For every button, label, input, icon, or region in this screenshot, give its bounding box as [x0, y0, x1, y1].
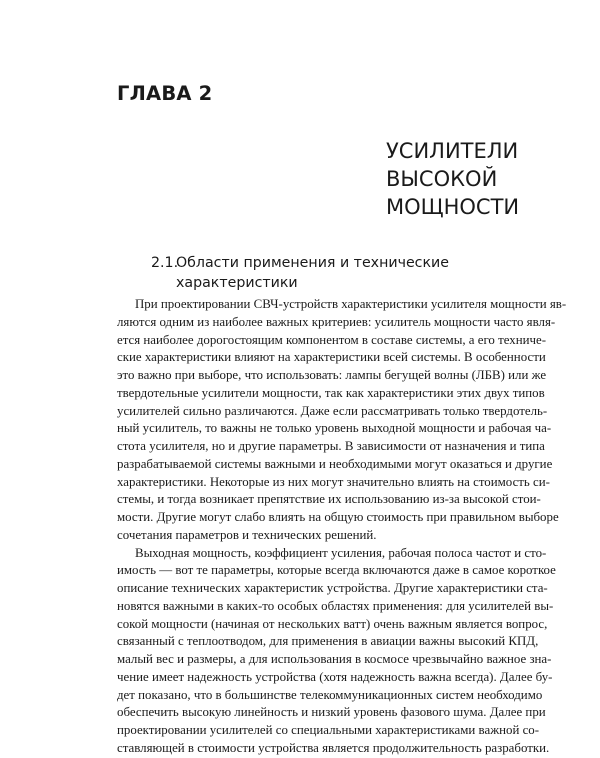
text-line: стота усилителя, но и другие параметры. В зависимости от назначения и типа: [117, 439, 545, 453]
text-line: имость — вот те параметры, которые всегда включаются даже в самое короткое: [117, 563, 556, 578]
text-line: ставляющей в стоимости устройства является продолжительность разработки.: [117, 740, 550, 755]
chapter-title: [386, 137, 519, 221]
text-line: обеспечить высокую линейность и низкий уровень фазового шума. Далее при: [117, 705, 546, 720]
text-line: ляются одним из наиболее важных критериев: усилитель мощности часто явля-: [117, 314, 556, 329]
text-line: ется наиболее дорогостоящим компонентом в составе системы, а его техниче-: [117, 332, 547, 347]
text-line: стемы, и тогда возникает препятствие их использованию из-за высокой стои-: [117, 492, 541, 507]
text-line: мости. Другие могут слабо влиять на общую стоимость при правильном выборе: [117, 510, 559, 524]
body-text: [117, 296, 567, 758]
text-line: дет показано, что в большинстве телекоммуникационных систем необходимо: [117, 687, 543, 702]
text-line: сочетания параметров и технических решений.: [117, 527, 377, 542]
section-title-line: Области применения и технические: [176, 255, 449, 271]
chapter-title-line: УСИЛИТЕЛИ: [386, 139, 519, 163]
section-number: 2.1.: [151, 255, 179, 271]
text-line: Выходная мощность, коэффициент усиления, рабочая полоса частот и сто-: [135, 545, 547, 560]
paragraph-1: [117, 296, 567, 545]
text-line: усилителей сильно различаются. Даже если рассматривать только твердотель-: [117, 403, 548, 418]
text-line: При проектировании СВЧ-устройств характеристики усилителя мощности яв-: [135, 297, 567, 311]
text-line: характеристики. Некоторые из них могут значительно влиять на стоимость си-: [117, 474, 550, 489]
text-line: проектировании усилителей со специальными характеристиками важной со-: [117, 723, 540, 737]
text-line: чение имеет надежность устройства (хотя надежность важна всегда). Далее бу-: [117, 669, 553, 684]
text-line: твердотельные усилители мощности, так как характеристики этих двух типов: [117, 385, 545, 400]
text-line: ские характеристики влияют на характеристики всей системы. В особенности: [117, 350, 546, 365]
section-heading: [151, 253, 449, 293]
text-line: сокой мощности (начиная от нескольких ватт) очень важным является вопрос,: [117, 616, 548, 631]
text-line: малый вес и размеры, а для использования в космосе чрезвычайно важное зна-: [117, 652, 552, 666]
text-line: ный усилитель, то важны не только уровень выходной мощности и рабочая ча-: [117, 421, 552, 436]
chapter-title-line: ВЫСОКОЙ: [386, 167, 498, 191]
paragraph-2: [117, 545, 556, 758]
section-title-line: характеристики: [176, 275, 298, 291]
text-line: новятся важными в каких-то особых областях применения: для усилителей вы-: [117, 598, 554, 613]
chapter-label: ГЛАВА 2: [117, 82, 213, 105]
text-line: разрабатываемой системы важными и необходимыми могут оказаться и другие: [117, 456, 553, 471]
text-line: это важно при выборе, что использовать: лампы бегущей волны (ЛБВ) или же: [117, 368, 547, 382]
chapter-title-line: МОЩНОСТИ: [386, 195, 520, 219]
text-line: описание технических характеристик устройства. Другие характеристики ста-: [117, 581, 548, 595]
text-line: связанный с теплоотводом, для применения в авиации важны высокий КПД,: [117, 634, 539, 649]
